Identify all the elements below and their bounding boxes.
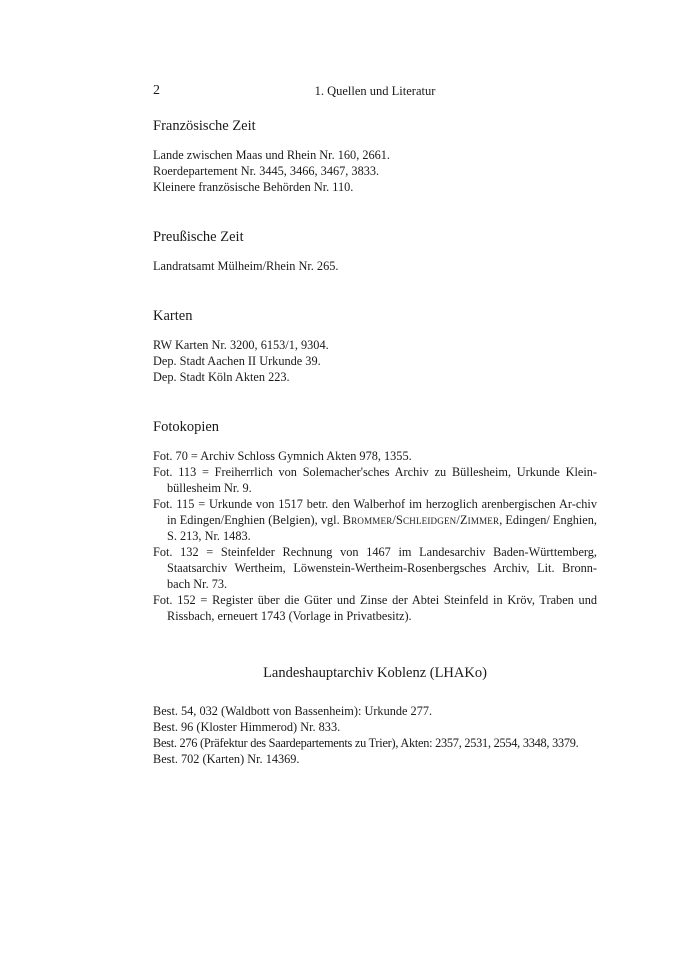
running-title: 1. Quellen und Literatur xyxy=(314,84,436,98)
list-item: Dep. Stadt Aachen II Urkunde 39. xyxy=(153,354,321,368)
entry-list xyxy=(153,448,597,624)
list-item xyxy=(153,496,597,544)
list-item: Landratsamt Mülheim/Rhein Nr. 265. xyxy=(153,259,339,273)
list-item: Fot. 113 = Freiherrlich von Solemacher'sches Archiv zu Büllesheim, Urkunde Klein-büllesheim Nr. 9. xyxy=(153,465,597,495)
page-number: 2 xyxy=(153,83,160,98)
list-item: Best. 702 (Karten) Nr. 14369. xyxy=(153,752,300,766)
list-item: Roerdepartement Nr. 3445, 3466, 3467, 3833. xyxy=(153,164,380,178)
entry-list xyxy=(153,337,597,385)
entry-list xyxy=(153,147,597,195)
list-item: Fot. 132 = Steinfelder Rechnung von 1467 im Landesarchiv Baden-Württemberg, Staatsarchiv Wertheim, Löwenstein-Wertheim-Rosenbergsches Archiv, Lit. Bronn-bach Nr. 73. xyxy=(153,545,597,591)
list-item: Lande zwischen Maas und Rhein Nr. 160, 2661. xyxy=(153,148,391,162)
archive-heading: Landeshauptarchiv Koblenz (LHAKo) xyxy=(263,665,487,681)
section-heading-preussische-zeit: Preußische Zeit xyxy=(153,229,244,245)
list-item: Best. 276 (Präfektur des Saardepartements zu Trier), Akten: 2357, 2531, 2554, 3348, 3379. xyxy=(153,736,579,750)
document-page xyxy=(153,83,597,800)
section-heading-franzoesische-zeit: Französische Zeit xyxy=(153,118,256,134)
list-item: Best. 54, 032 (Waldbott von Bassenheim): Urkunde 277. xyxy=(153,704,433,718)
entry-text: Fot. 115 = Urkunde von 1517 betr. den Walberhof im herzoglich arenbergischen Ar-chiv in Edingen/Enghien (Belgien), vgl. xyxy=(153,497,597,527)
list-item: Fot. 70 = Archiv Schloss Gymnich Akten 978, 1355. xyxy=(153,449,412,463)
section-heading-fotokopien: Fotokopien xyxy=(153,419,220,435)
list-item: RW Karten Nr. 3200, 6153/1, 9304. xyxy=(153,338,329,352)
list-item: Best. 96 (Kloster Himmerod) Nr. 833. xyxy=(153,720,341,734)
section-heading-karten: Karten xyxy=(153,308,193,324)
list-item: Kleinere französische Behörden Nr. 110. xyxy=(153,180,354,194)
entry-text: , Edingen/ Enghien, S. 213, Nr. 1483. xyxy=(167,513,597,543)
list-item: Fot. 152 = Register über die Güter und Zinse der Abtei Steinfeld in Kröv, Traben und Rissbach, erneuert 1743 (Vorlage in Privatbesitz). xyxy=(153,593,597,623)
running-header xyxy=(153,83,597,103)
author-names: Brommer/Schleidgen/Zimmer xyxy=(342,513,500,527)
entry-list xyxy=(153,258,597,274)
list-item: Dep. Stadt Köln Akten 223. xyxy=(153,370,290,384)
entry-list xyxy=(153,703,597,767)
